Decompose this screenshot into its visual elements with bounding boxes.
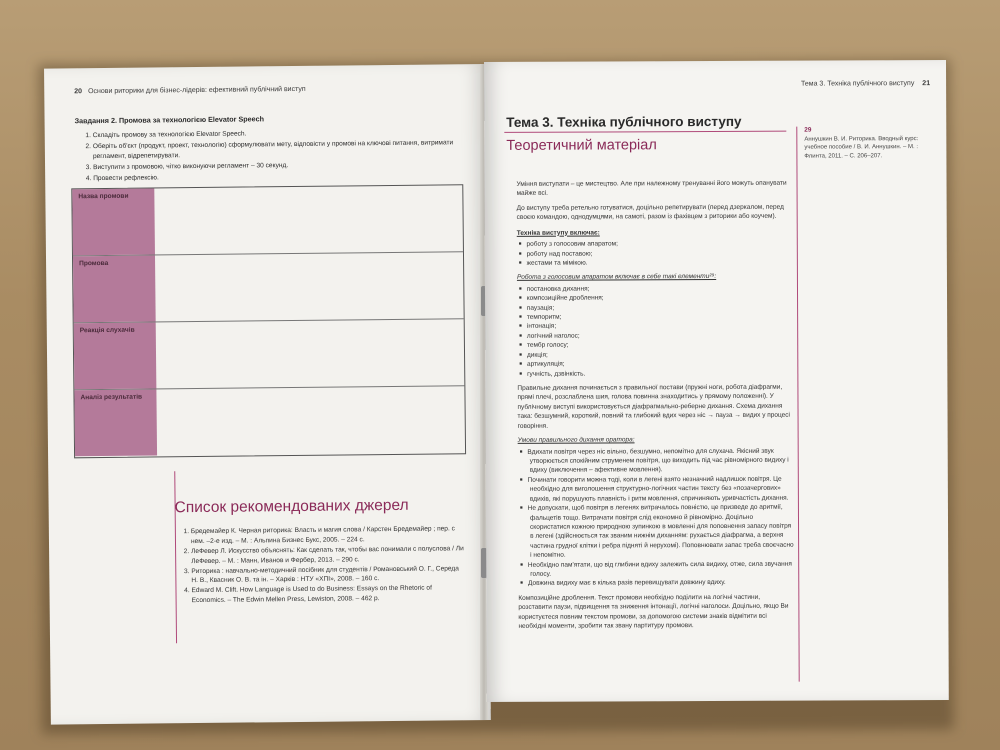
- right-header-text: Тема 3. Техніка публічного виступу: [800, 80, 915, 88]
- conditions-list: [518, 446, 795, 589]
- side-note: [804, 126, 934, 161]
- source-item: 3. Риторика : навчально-методичний посібник для студентів / Романовський О. Г., Середа Н. В., Квасник О. В. та ін. – Харків : НТУ «ХПІ», 2008. – 160 с.: [191, 564, 467, 587]
- list-item: ■ паузація;: [529, 302, 793, 313]
- source-item: 2. ЛеФевер Л. Искусство объяснять: Как сделать так, чтобы вас понимали с полуслова / Ли ЛеФевер. – М. : Манн, Иванов и Фербер, 2013. – 290 с.: [191, 544, 467, 567]
- list-item: ■ роботу над поставою;: [529, 248, 793, 259]
- table-row: [72, 185, 463, 256]
- list-item: ■ Довжина видиху має в кілька разів перевищувати довжину вдиху.: [530, 578, 794, 589]
- task-step: 3. Виступити з промовою, чітко виконуючи регламент – 30 секунд.: [93, 159, 465, 173]
- list-item: ■ тембр голосу;: [529, 340, 793, 351]
- right-running-header: [801, 80, 930, 88]
- left-page-number: 20: [74, 88, 83, 96]
- intro-paragraph: До виступу треба ретельно готуватися, доцільно репетирувати (перед дзеркалом, перед своєю командою, однодумцями, на самоті, разом із фахівцем з риторики або коучем).: [516, 203, 784, 222]
- technique-list: [517, 239, 793, 268]
- side-note-number: 29: [804, 126, 812, 134]
- list-item: ■ роботу з голосовим апаратом;: [529, 239, 793, 250]
- task-step: 2. Оберіть об'єкт (продукт, проект, технологію) сформулювати мету, відповісти у промові на ключові питання, витримати регламент, відрепетирувати.: [93, 138, 465, 162]
- right-page-number: 21: [922, 80, 931, 88]
- sources-title: Список рекомендованих джерел: [174, 496, 409, 517]
- table-row: [74, 386, 465, 456]
- task-title: Завдання 2. Промова за технологією Elevator Speech: [74, 114, 265, 126]
- table-row: [74, 319, 465, 390]
- voice-list: [517, 283, 793, 378]
- source-item: 1. Бредемайер К. Черная риторика: Власть и магия слова / Карстен Бредемайер ; пер. с нем. –2-е изд. – М. : Альпина Бизнес Букс, 2005. – 224 с.: [191, 524, 467, 547]
- list-item: ■ Необхідно пам'ятати, що від глибини вдиху залежить сила видиху, отже, сила звучання голосу.: [530, 559, 794, 579]
- sources-list: [177, 524, 468, 606]
- list-item: ■ інтонація;: [529, 321, 793, 332]
- speech-table: [71, 184, 466, 458]
- list-item: ■ темпоритм;: [529, 312, 793, 323]
- section-subtitle: Теоретичний матеріал: [506, 137, 657, 154]
- list-item: ■ Не допускати, щоб повітря в легенях витрачалось повністю, це призведе до аритмії, фальцетів тощо. Витрачати повітря слід економно й рівномірно. Доцільно скористатися кожною природною зупинкою в мовленні для поповнення запасу повітря в легені (здійснюється так званим нижнім диханням: рухається діафрагма, а верхня частина грудної клітки і ребра підняті й нерухомі). Поповнювати запас треба своєчасно і непомітно.: [530, 503, 794, 561]
- right-page: [484, 60, 949, 702]
- left-running-header: [74, 86, 305, 95]
- source-item: 4. Edward M. Clift. How Language is Used to do Business: Essays on the Rhetoric of Economics. – The Edwin Mellen Press, Lewiston, 2008. – 462 p.: [191, 584, 467, 607]
- list-item: ■ Починати говорити можна тоді, коли в легені взято незначний надлишок повітря. Це необхідно для виголошення структурно-логічних частин тексту без «позачергових» вдихів, які порушують плавність і ритм мовлення, спричиняють уривчастість дихання.: [530, 474, 794, 503]
- task-step: 1. Складіть промову за технологією Elevator Speech.: [93, 127, 465, 141]
- left-page: [44, 64, 491, 725]
- row-label: Назва промови: [78, 192, 129, 201]
- margin-rule: [796, 127, 799, 682]
- body-text: [517, 179, 795, 637]
- intro-paragraph: Уміння виступати – це мистецтво. Але при належному тренуванні його можуть опанувати майже всі.: [516, 179, 787, 198]
- list-item: ■ жестами та мімікою.: [529, 258, 793, 269]
- list-item: ■ дикція;: [529, 349, 793, 360]
- list-item: ■ Вдихати повітря через ніс вільно, безшумно, непомітно для слухача. Якісний звук утворюється спокійним струменем повітря, що виходить під час рівномірного видиху і вдиху (виключення – афективне мовлення).: [530, 446, 794, 475]
- row-label: Аналіз результатів: [80, 393, 143, 402]
- list-item: ■ гучність, дзвінкість.: [529, 368, 793, 379]
- title-rule: [504, 131, 786, 133]
- left-header-text: Основи риторики для бізнес-лідерів: ефективний публічний виступ: [88, 85, 306, 96]
- conditions-heading: Умови правильного дихання оратора:: [517, 436, 635, 444]
- composition-paragraph: Композиційне дроблення. Текст промови необхідно поділити на логічні частини, розставити паузи, підвищення та зниження інтонації, логічні наголоси. Доцільно, якщо Ви користуєтеся повним текстом промови, за допомогою системи знаків відмітити всі необхідні моменти, зробити так звану партитуру промови.: [518, 593, 789, 630]
- side-note-text: Аннушкин В. И. Риторика. Вводный курс: учебное пособие / В. И. Аннушкин. – М. : Флинта, 2011. – С. 206–207.: [804, 136, 919, 160]
- row-label: Промова: [79, 259, 109, 268]
- breathing-paragraph: Правильне дихання починається з правильної постави (пружні ноги, робота діафрагми, прямі плечі, розслаблена шия, голова повинна знаходитись у прямому положенні). У публічному виступі використовується діафрагмально-реберне дихання. Схема дихання така: безшумний, короткий, повний та глибокий вдих через ніс → пауза → видих у процесі говоріння.: [517, 383, 790, 430]
- list-item: ■ логічний наголос;: [529, 331, 793, 342]
- voice-heading: Робота з голосовим апаратом включає в себе такі елементи²⁹:: [516, 273, 717, 282]
- row-label: Реакція слухачів: [79, 326, 135, 335]
- task-block: [75, 112, 466, 185]
- list-item: ■ композиційне дроблення;: [529, 293, 793, 304]
- list-item: ■ артикуляція;: [529, 359, 793, 370]
- table-row: [73, 252, 464, 323]
- list-item: ■ постановка дихання;: [529, 283, 793, 294]
- task-step: 4. Провести рефлексію.: [93, 170, 465, 184]
- technique-heading: Техніка виступу включає:: [516, 229, 600, 237]
- topic-title: Тема 3. Техніка публічного виступу: [506, 113, 742, 130]
- task-steps: [75, 127, 466, 184]
